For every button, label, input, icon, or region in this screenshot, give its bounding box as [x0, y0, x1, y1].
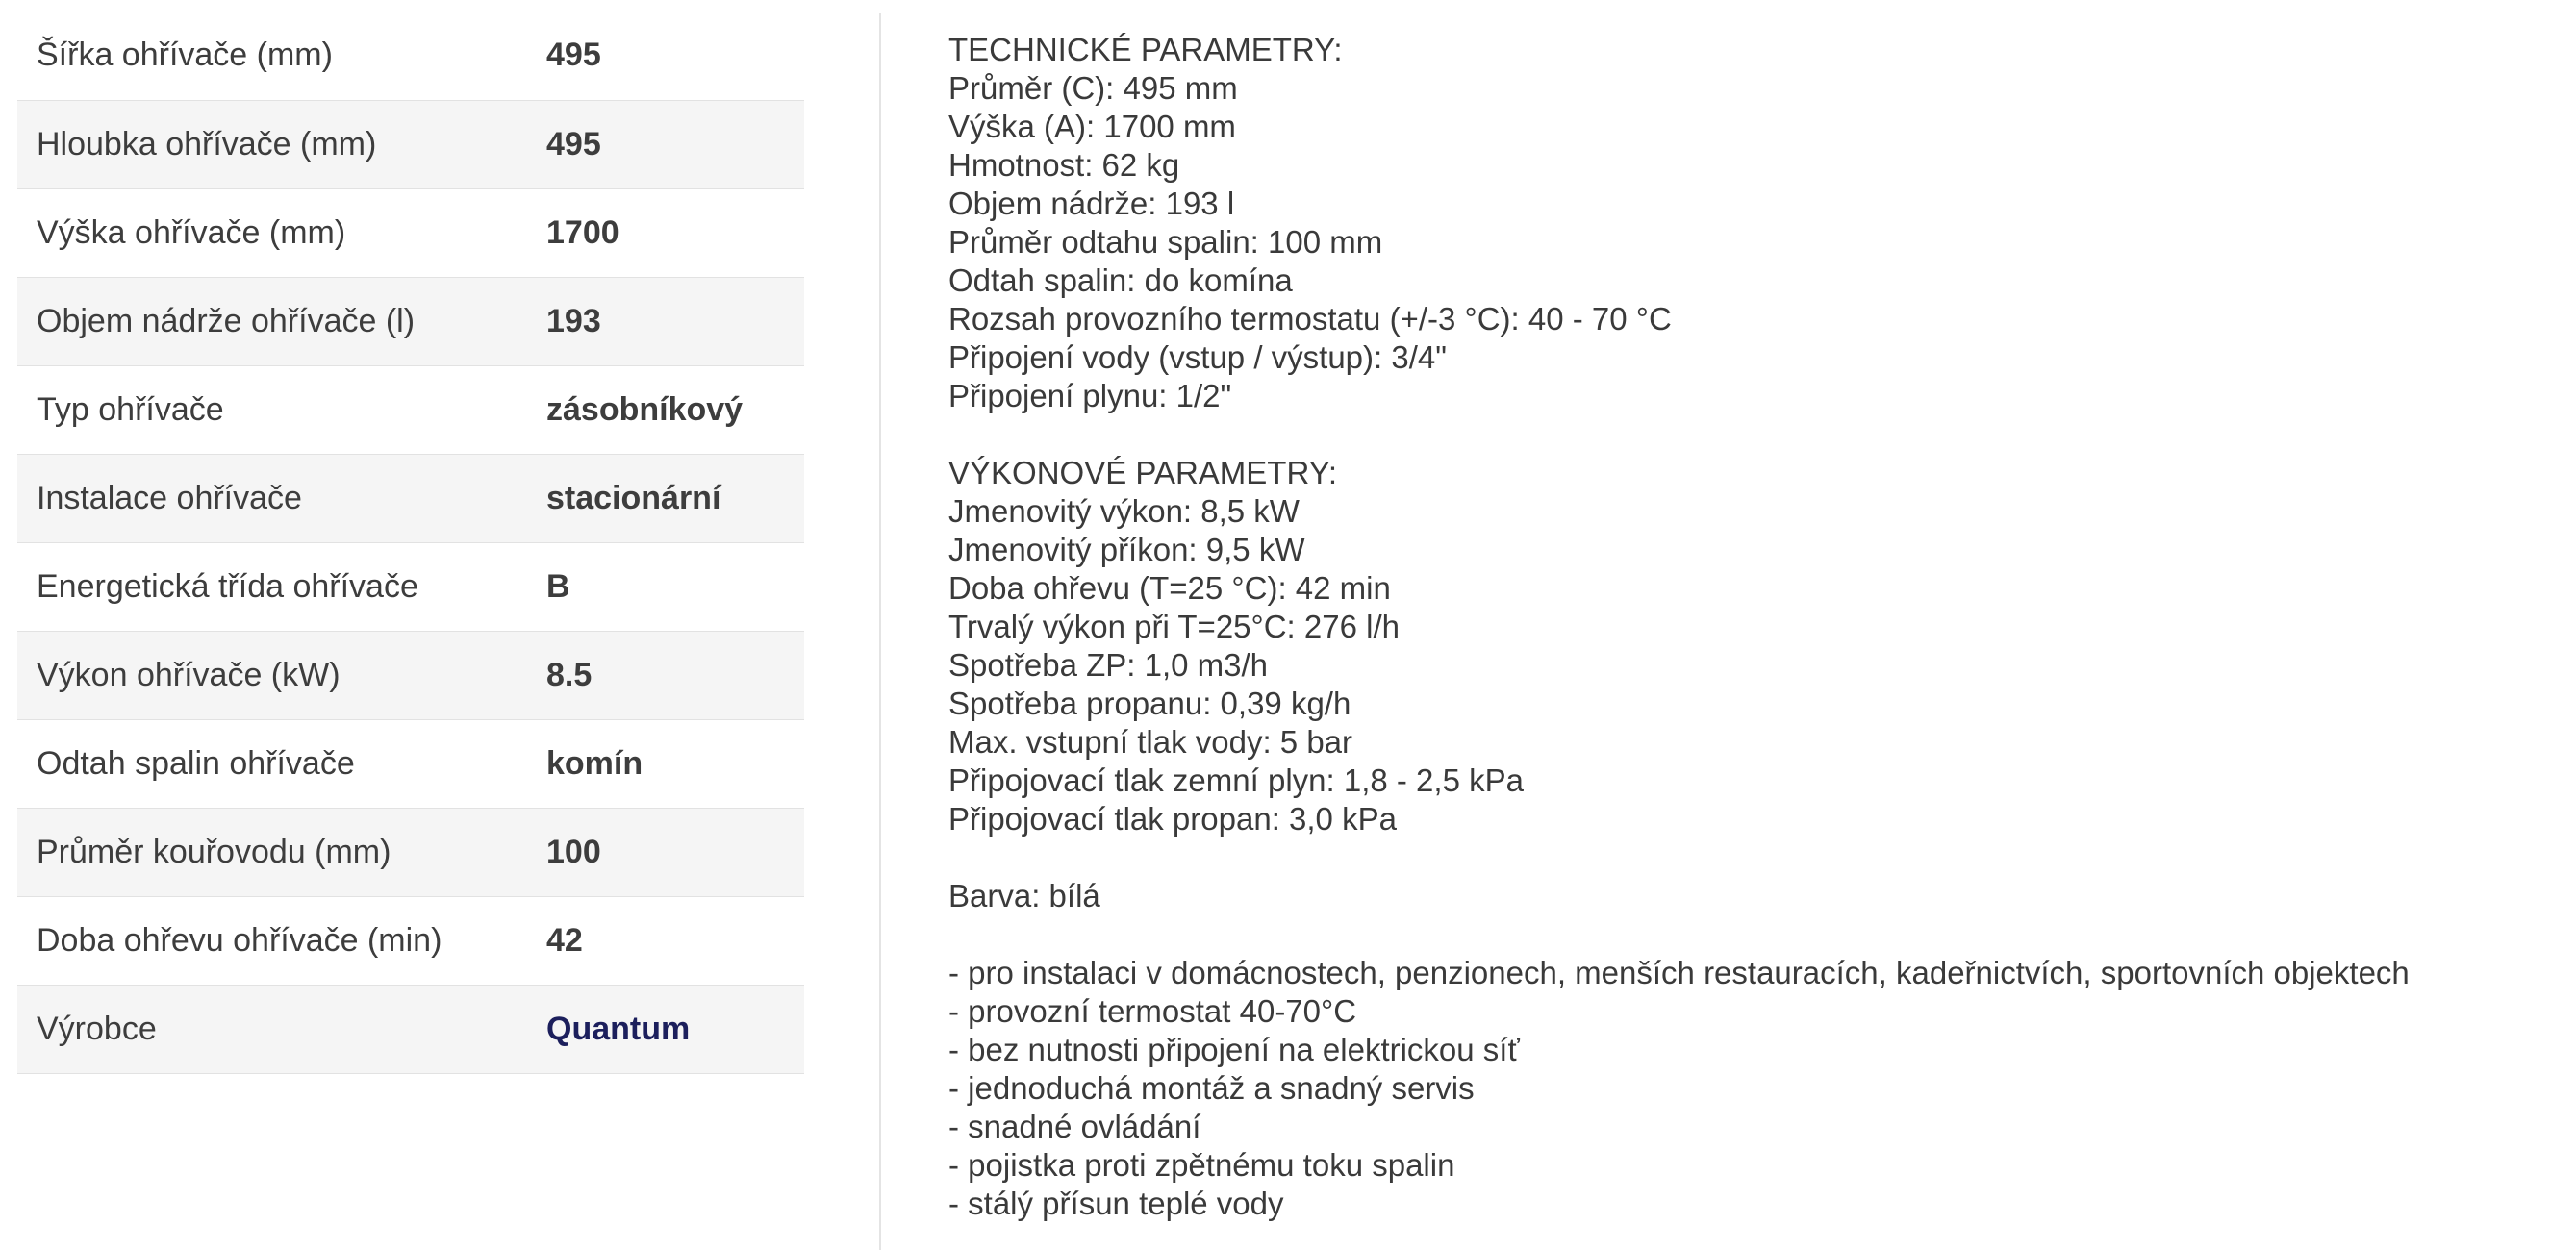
color-line: Barva: bílá — [948, 878, 1100, 913]
row-value: B — [546, 567, 570, 605]
table-row — [17, 719, 804, 808]
feature-item: - pro instalaci v domácnostech, penzionech, menších restauracích, kadeřnictvích, sportovních objektech — [948, 955, 2410, 990]
row-label: Objem nádrže ohřívače (l) — [37, 302, 416, 339]
spacer — [948, 915, 2564, 954]
row-value: 42 — [546, 921, 583, 959]
row-label: Výrobce — [37, 1010, 157, 1047]
row-value: 100 — [546, 833, 601, 870]
performance-line: Připojovací tlak zemní plyn: 1,8 - 2,5 kPa — [948, 762, 1524, 798]
performance-line: Doba ohřevu (T=25 °C): 42 min — [948, 570, 1391, 606]
performance-heading: VÝKONOVÉ PARAMETRY: — [948, 455, 1338, 490]
specs-table — [17, 12, 804, 1074]
row-label: Výkon ohřívače (kW) — [37, 656, 341, 693]
column-divider — [879, 13, 881, 1250]
feature-item: - jednoduchá montáž a snadný servis — [948, 1070, 1475, 1106]
technical-heading: TECHNICKÉ PARAMETRY: — [948, 32, 1343, 67]
performance-line: Jmenovitý výkon: 8,5 kW — [948, 493, 1300, 529]
technical-line: Odtah spalin: do komína — [948, 262, 1293, 298]
table-row — [17, 985, 804, 1073]
table-row — [17, 896, 804, 985]
performance-line: Spotřeba propanu: 0,39 kg/h — [948, 686, 1351, 721]
row-label: Hloubka ohřívače (mm) — [37, 125, 377, 162]
technical-line: Průměr (C): 495 mm — [948, 70, 1238, 106]
row-label: Výška ohřívače (mm) — [37, 213, 346, 251]
row-value: 8.5 — [546, 656, 593, 693]
performance-line: Trvalý výkon při T=25°C: 276 l/h — [948, 609, 1400, 644]
manufacturer-link[interactable]: Quantum — [546, 1010, 691, 1047]
row-label: Průměr kouřovodu (mm) — [37, 833, 391, 870]
technical-line: Průměr odtahu spalin: 100 mm — [948, 224, 1383, 260]
row-value: 495 — [546, 125, 601, 162]
row-value: 495 — [546, 37, 601, 74]
row-label: Energetická třída ohřívače — [37, 567, 418, 605]
technical-line: Hmotnost: 62 kg — [948, 147, 1180, 183]
row-value: 193 — [546, 302, 601, 339]
row-label: Doba ohřevu ohřívače (min) — [37, 921, 442, 959]
row-label: Typ ohřívače — [37, 390, 224, 428]
technical-line: Rozsah provozního termostatu (+/-3 °C): 40 - 70 °C — [948, 301, 1672, 337]
feature-item: - snadné ovládání — [948, 1109, 1201, 1144]
row-value: 1700 — [546, 213, 619, 251]
row-label: Odtah spalin ohřívače — [37, 744, 355, 782]
table-row — [17, 12, 804, 100]
performance-line: Spotřeba ZP: 1,0 m3/h — [948, 647, 1269, 683]
technical-line: Objem nádrže: 193 l — [948, 186, 1235, 221]
table-row — [17, 808, 804, 896]
row-label: Instalace ohřívače — [37, 479, 302, 516]
table-row — [17, 542, 804, 631]
feature-item: - pojistka proti zpětnému toku spalin — [948, 1147, 1455, 1183]
table-row — [17, 631, 804, 719]
product-description — [948, 31, 2564, 1223]
table-row — [17, 454, 804, 542]
technical-line: Připojení vody (vstup / výstup): 3/4" — [948, 339, 1447, 375]
technical-line: Připojení plynu: 1/2" — [948, 378, 1232, 413]
spacer — [948, 838, 2564, 877]
spacer — [948, 415, 2564, 454]
feature-item: - bez nutnosti připojení na elektrickou síť — [948, 1032, 1520, 1067]
table-row — [17, 188, 804, 277]
row-value: stacionární — [546, 479, 721, 516]
feature-item: - stálý přísun teplé vody — [948, 1186, 1284, 1221]
technical-line: Výška (A): 1700 mm — [948, 109, 1236, 144]
performance-line: Připojovací tlak propan: 3,0 kPa — [948, 801, 1397, 837]
row-value: komín — [546, 744, 644, 782]
performance-line: Jmenovitý příkon: 9,5 kW — [948, 532, 1305, 567]
feature-item: - provozní termostat 40-70°C — [948, 993, 1357, 1029]
performance-line: Max. vstupní tlak vody: 5 bar — [948, 724, 1353, 760]
table-row — [17, 100, 804, 188]
row-value: zásobníkový — [546, 390, 744, 428]
table-row — [17, 277, 804, 365]
table-row — [17, 365, 804, 454]
row-label: Šířka ohřívače (mm) — [37, 37, 333, 74]
